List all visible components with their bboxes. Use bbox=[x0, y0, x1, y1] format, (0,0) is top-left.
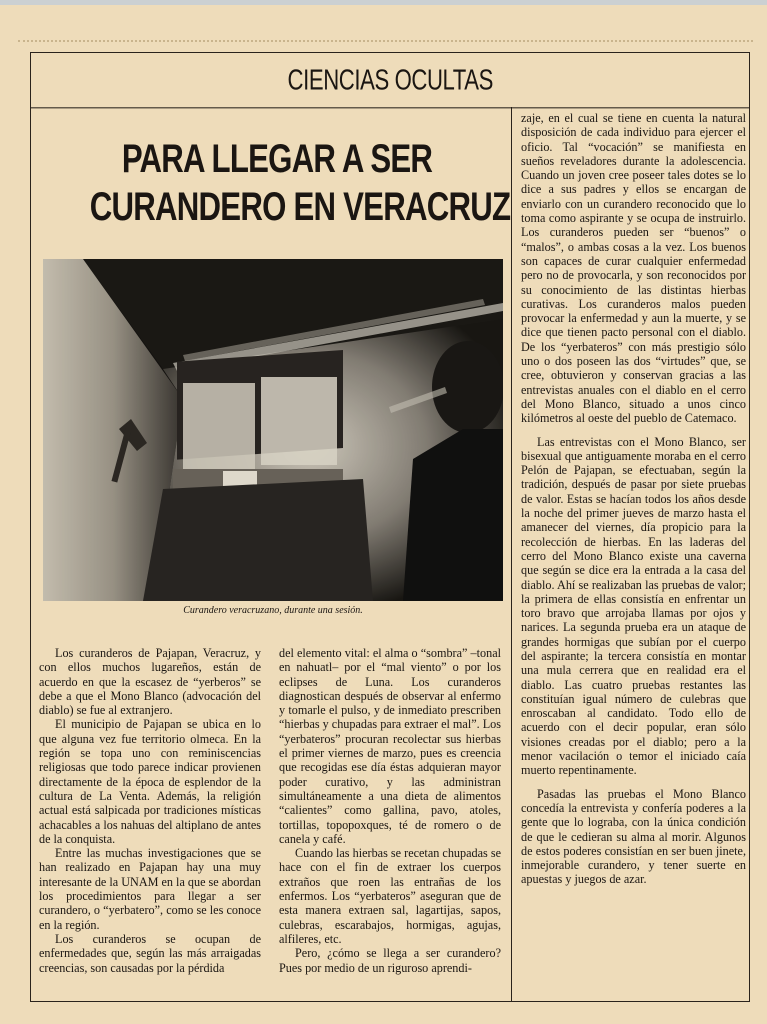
paragraph: El municipio de Pajapan se ubica en lo que alguna vez fue territorio olmeca. En la región se topa uno con reminiscencias religiosas que todo parece indicar provienen directamente de la época de esplendor de la cultura de La Venta. Además, la religión actual está salpicada por tradiciones místicas achacables a los nahuas del altiplano de antes de la conquista. bbox=[39, 717, 261, 846]
photo-caption: Curandero veracruzano, durante una sesión. bbox=[183, 605, 363, 616]
article-headline bbox=[37, 135, 517, 231]
section-title: CIENCIAS OCULTAS bbox=[287, 64, 493, 96]
curandero-photo-image bbox=[43, 259, 503, 601]
paragraph: Pasadas las pruebas el Mono Blanco concedía la entrevista y confería poderes a la gente que lo lograba, con la única condición de que le cedieran su alma al morir. Algunos de estos poderes consistían en ser buen jinete, inmejorable curandero, y tener suerte en apuestas y juegos de azar. bbox=[521, 786, 746, 887]
article-column-3 bbox=[521, 111, 746, 887]
paragraph: Las entrevistas con el Mono Blanco, ser bisexual que antiguamente moraba en el cerro Pelón de Pajapan, se efectuaban, según la tradición, después de pasar por siete pruebas de valor. Estas se hacían todos los años desde la noche del primer jueves de marzo hasta el amanecer del viernes, día propicio para la recolección de hierbas. En las laderas del cerro del Mono Blanco existe una caverna que según se dice era la entrada a la casa del diablo. Ahí se realizaban las pruebas de valor; la primera de ellas consistía en enfrentar un toro bravo que arrojaba llamas por ojos y narices. La segunda prueba era un ataque de grandes hormigas que subían por el cuerpo del aspirante; la tercera consistía en montar una mula cerrera que en realidad era el diablo. Las cuatro pruebas restantes las constituían igual número de culebras que enroscaban al candidato. Todo ello de acuerdo con el decir popular, eran sólo visiones creadas por el diablo; pero a la menor vacilación o temor el iniciado caía muerto repentinamente. bbox=[521, 434, 746, 778]
paragraph: Cuando las hierbas se recetan chupadas se hace con el fin de extraer los cuerpos extraños que roen las entrañas de los enfermos. Los “yerbateros” aseguran que de esta manera extraen sal, lagartijas, sapos, culebras, escarabajos, hormigas, agujas, alfileres, etc. bbox=[279, 846, 501, 946]
paragraph: zaje, en el cual se tiene en cuenta la natural disposición de cada individuo para ejercer el oficio. Tal “vocación” se manifiesta en sueños reveladores durante la adolescencia. Cuando un joven cree poseer tales dotes se lo dice a sus padres y ellos se encargan de enviarlo con un curandero reconocido que lo toma como aspirante y se ocupa de instruirlo. Los curanderos pueden ser “buenos” o “malos”, o ambas cosas a la vez. Los buenos son capaces de curar cualquier enfermedad pero no de provocarla, y son reconocidos por su conocimiento de las distintas hierbas curativas. Los curanderos malos pueden provocar la enfermedad y aun la muerte, y se dice que tienen pacto personal con el diablo. De los “yerbateros” con más prestigio sólo uno o dos poseen las dos “virtudes” que, se cree, obtuvieron y conservan gracias a las entrevistas anuales con el diablo en el cerro del Mono Blanco, situado a unos cinco kilómetros al oeste del pueblo de Catemaco. bbox=[521, 111, 746, 426]
column-rule bbox=[511, 107, 512, 1001]
paragraph: del elemento vital: el alma o “sombra” –tonal en nahuatl– por el “mal viento” o por los eclipses de Luna. Los curanderos diagnostican después de observar al enfermo y tomarle el pulso, y de inmediato prescriben “hierbas y chupadas para extraer el mal”. Los “yerbateros” procuran recolectar sus hierbas el primer viernes de marzo, pues es creencia que recogidas ese día éstas adquieran mayor poder curativo, y las administran simultáneamente a una dieta de alimentos “calientes” como gallina, pavo, atoles, tortillas, topopoxques, té de romero o de canela y café. bbox=[279, 646, 501, 846]
paragraph: Los curanderos se ocupan de enfermedades que, según las más arraigadas creencias, son causadas por la pérdida bbox=[39, 931, 261, 975]
article-photo bbox=[43, 259, 503, 601]
paragraph: Los curanderos de Pajapan, Veracruz, y con ellos muchos lugareños, están de acuerdo en que la escasez de “yerberos” se debe a que el Mono Blanco (advocación del diablo) se fue al extranjero. bbox=[39, 646, 261, 718]
perforation-line bbox=[18, 40, 753, 44]
section-header bbox=[31, 52, 749, 109]
article-column-2 bbox=[279, 646, 501, 975]
headline-line-1: PARA LLEGAR A SER bbox=[121, 137, 433, 181]
paragraph: Entre las muchas investigaciones que se han realizado en Pajapan hay una muy interesante de la UNAM en la que se abordan los procedimientos para llegar a ser curandero, o “yerbatero”, como se les conoce en la región. bbox=[39, 846, 261, 932]
paragraph: Pero, ¿cómo se llega a ser curandero? Pues por medio de un riguroso aprendi- bbox=[279, 946, 501, 975]
scan-top-edge bbox=[0, 0, 767, 5]
article-frame bbox=[30, 52, 750, 1002]
headline-line-2: CURANDERO EN VERACRUZ bbox=[89, 185, 511, 229]
article-column-1 bbox=[39, 646, 261, 975]
